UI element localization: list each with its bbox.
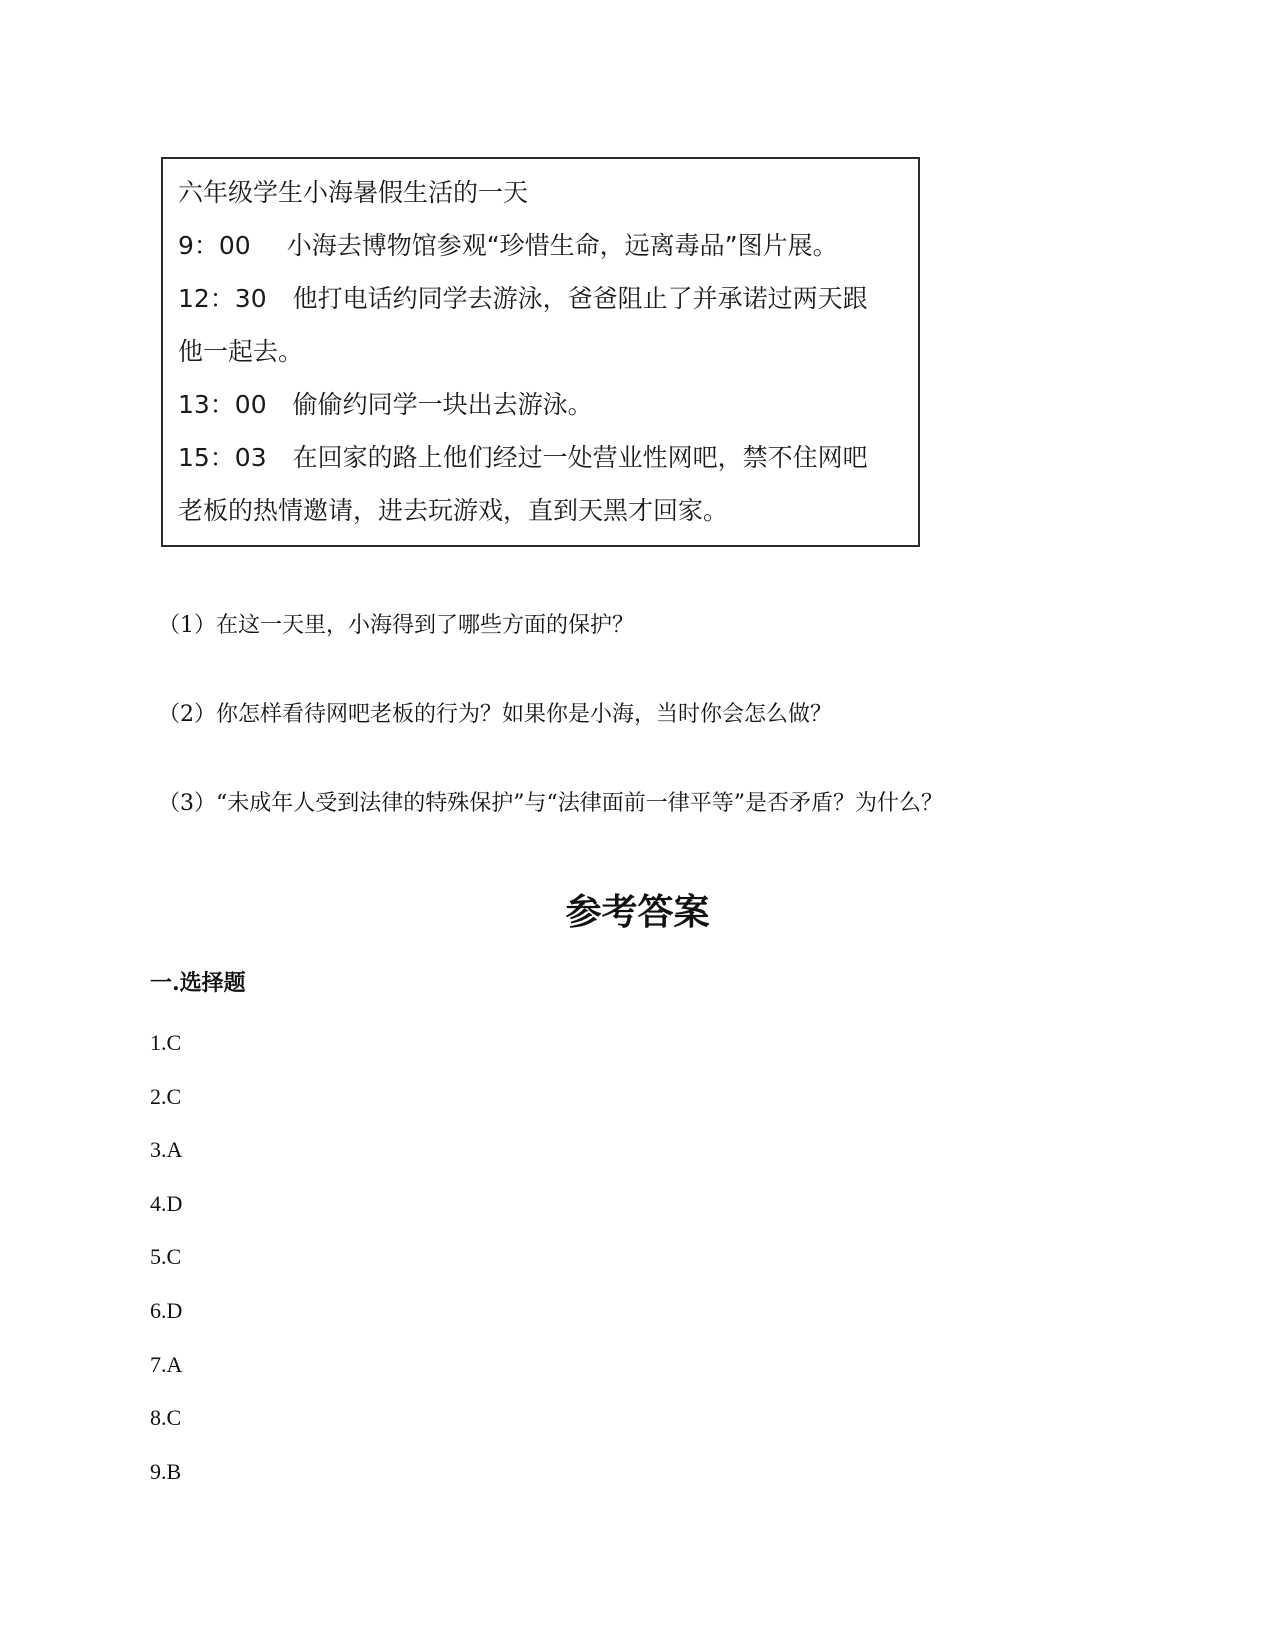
answer-item: 7.A [150, 1351, 183, 1377]
question-2: （2）你怎样看待网吧老板的行为？如果你是小海，当时你会怎么做？ [158, 702, 832, 727]
diary-title: 六年级学生小海暑假生活的一天 [178, 178, 529, 207]
answer-item: 4.D [150, 1190, 183, 1216]
entry-text: 在回家的路上他们经过一处营业性网吧，禁不住网吧 [292, 443, 868, 472]
answer-item: 6.D [150, 1297, 183, 1323]
entry-text: 老板的热情邀请，进去玩游戏，直到天黑才回家。 [178, 496, 729, 525]
entry-time: 15：03 [178, 443, 267, 472]
answer-item: 9.B [150, 1458, 182, 1484]
answer-title: 参考答案 [565, 891, 710, 933]
answer-list [150, 1028, 182, 1510]
question-1: （1）在这一天里，小海得到了哪些方面的保护？ [158, 613, 634, 638]
question-3: （3）“未成年人受到法律的特殊保护”与“法律面前一律平等”是否矛盾？为什么？ [158, 791, 943, 816]
diary-entry [178, 279, 918, 332]
entry-text: 偷偷约同学一块出去游泳。 [292, 390, 593, 419]
diary-entry [178, 438, 918, 491]
answer-item: 8.C [150, 1405, 182, 1431]
answer-item: 2.C [150, 1083, 182, 1109]
answer-item: 5.C [150, 1244, 182, 1270]
diary-entry [178, 332, 918, 385]
entry-text: 他一起去。 [178, 337, 304, 366]
entry-text: 他打电话约同学去游泳，爸爸阻止了并承诺过两天跟 [292, 284, 868, 313]
entry-text: 小海去博物馆参观“珍惜生命，远离毒品”图片展。 [286, 231, 838, 260]
answer-item: 1.C [150, 1030, 182, 1055]
diary-entry [178, 491, 918, 544]
entry-time: 13：00 [178, 390, 267, 419]
diary-entry [178, 385, 918, 438]
answer-item: 3.A [150, 1137, 183, 1163]
section-heading: 一.选择题 [150, 970, 246, 996]
diary-entry [178, 226, 918, 279]
diary-box [161, 157, 920, 547]
entry-time: 9：00 [178, 231, 251, 260]
entry-time: 12：30 [178, 284, 267, 313]
